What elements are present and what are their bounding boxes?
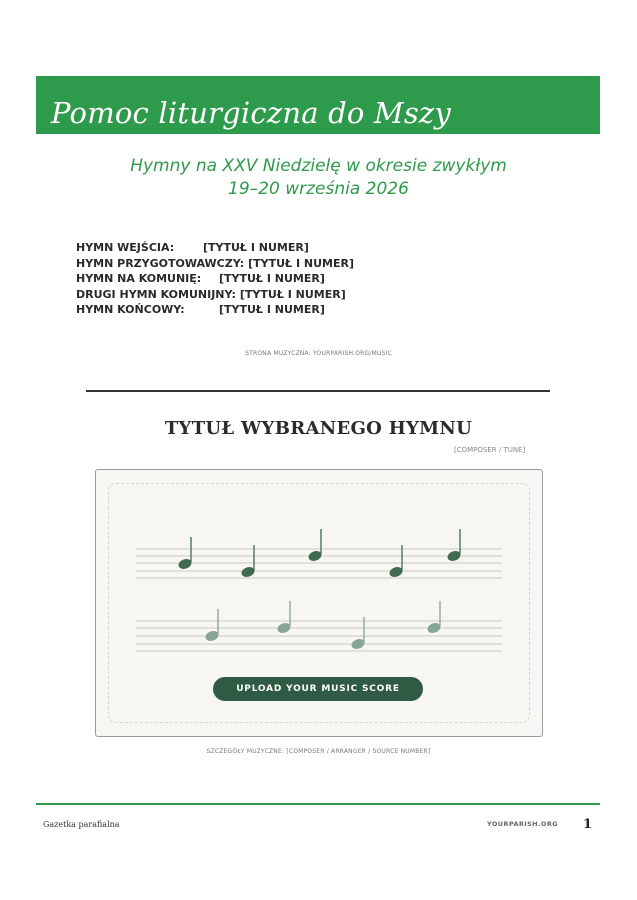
music-note-icon — [389, 545, 403, 578]
music-website-link[interactable]: STRONA MUZYCZNA: YOURPARISH.ORG/MUSIC — [245, 350, 392, 357]
upload-score-button[interactable]: UPLOAD YOUR MUSIC SCORE — [213, 677, 423, 701]
section-divider — [86, 390, 550, 392]
footer-divider — [36, 803, 600, 805]
hymn-list — [76, 240, 354, 318]
footer-website[interactable]: YOURPARISH.ORG — [487, 820, 558, 828]
music-note-icon — [308, 529, 322, 562]
hymn-row-second-communion — [76, 287, 354, 303]
music-note-icon — [427, 601, 441, 634]
hymn-value: [TYTUŁ I NUMER] — [203, 241, 309, 254]
page-number: 1 — [583, 817, 593, 832]
hymn-label: HYMN KOŃCOWY: — [76, 303, 185, 316]
hymn-row-preparation — [76, 256, 354, 272]
hymn-value: [TYTUŁ I NUMER] — [219, 272, 325, 285]
music-note-icon — [277, 601, 291, 634]
header-banner — [36, 76, 600, 134]
music-note-icon — [447, 529, 461, 562]
hymn-label: HYMN PRZYGOTOWAWCZY: — [76, 256, 245, 270]
music-details: SZCZEGÓŁY MUZYCZNE: [COMPOSER / ARRANGER / SOURCE NUMBER] — [206, 748, 431, 755]
music-note-icon — [351, 617, 365, 650]
music-note-icon — [205, 609, 219, 642]
music-note-icon — [241, 545, 255, 578]
staff-bottom — [136, 621, 502, 651]
hymn-row-closing — [76, 302, 354, 318]
hymn-row-communion — [76, 271, 354, 287]
page-title: Pomoc liturgiczna do Mszy — [51, 96, 451, 130]
subtitle-date: 19–20 września 2026 — [228, 179, 409, 199]
music-note-icon — [178, 537, 192, 570]
subtitle-occasion: Hymny na XXV Niedzielę w okresie zwykłym — [130, 156, 507, 176]
composer-tune-label: [COMPOSER / TUNE] — [454, 446, 526, 454]
hymn-value: [TYTUŁ I NUMER] — [219, 303, 325, 316]
hymn-label: DRUGI HYMN KOMUNIJNY: — [76, 287, 236, 301]
hymn-row-entrance — [76, 240, 354, 256]
featured-hymn-title: TYTUŁ WYBRANEGO HYMNU — [164, 418, 473, 439]
hymn-label: HYMN WEJŚCIA: — [76, 241, 175, 254]
hymn-value: [TYTUŁ I NUMER] — [248, 256, 354, 270]
footer-publication-name: Gazetka parafialna — [43, 820, 120, 829]
hymn-label: HYMN NA KOMUNIĘ: — [76, 272, 202, 285]
hymn-value: [TYTUŁ I NUMER] — [239, 287, 346, 301]
